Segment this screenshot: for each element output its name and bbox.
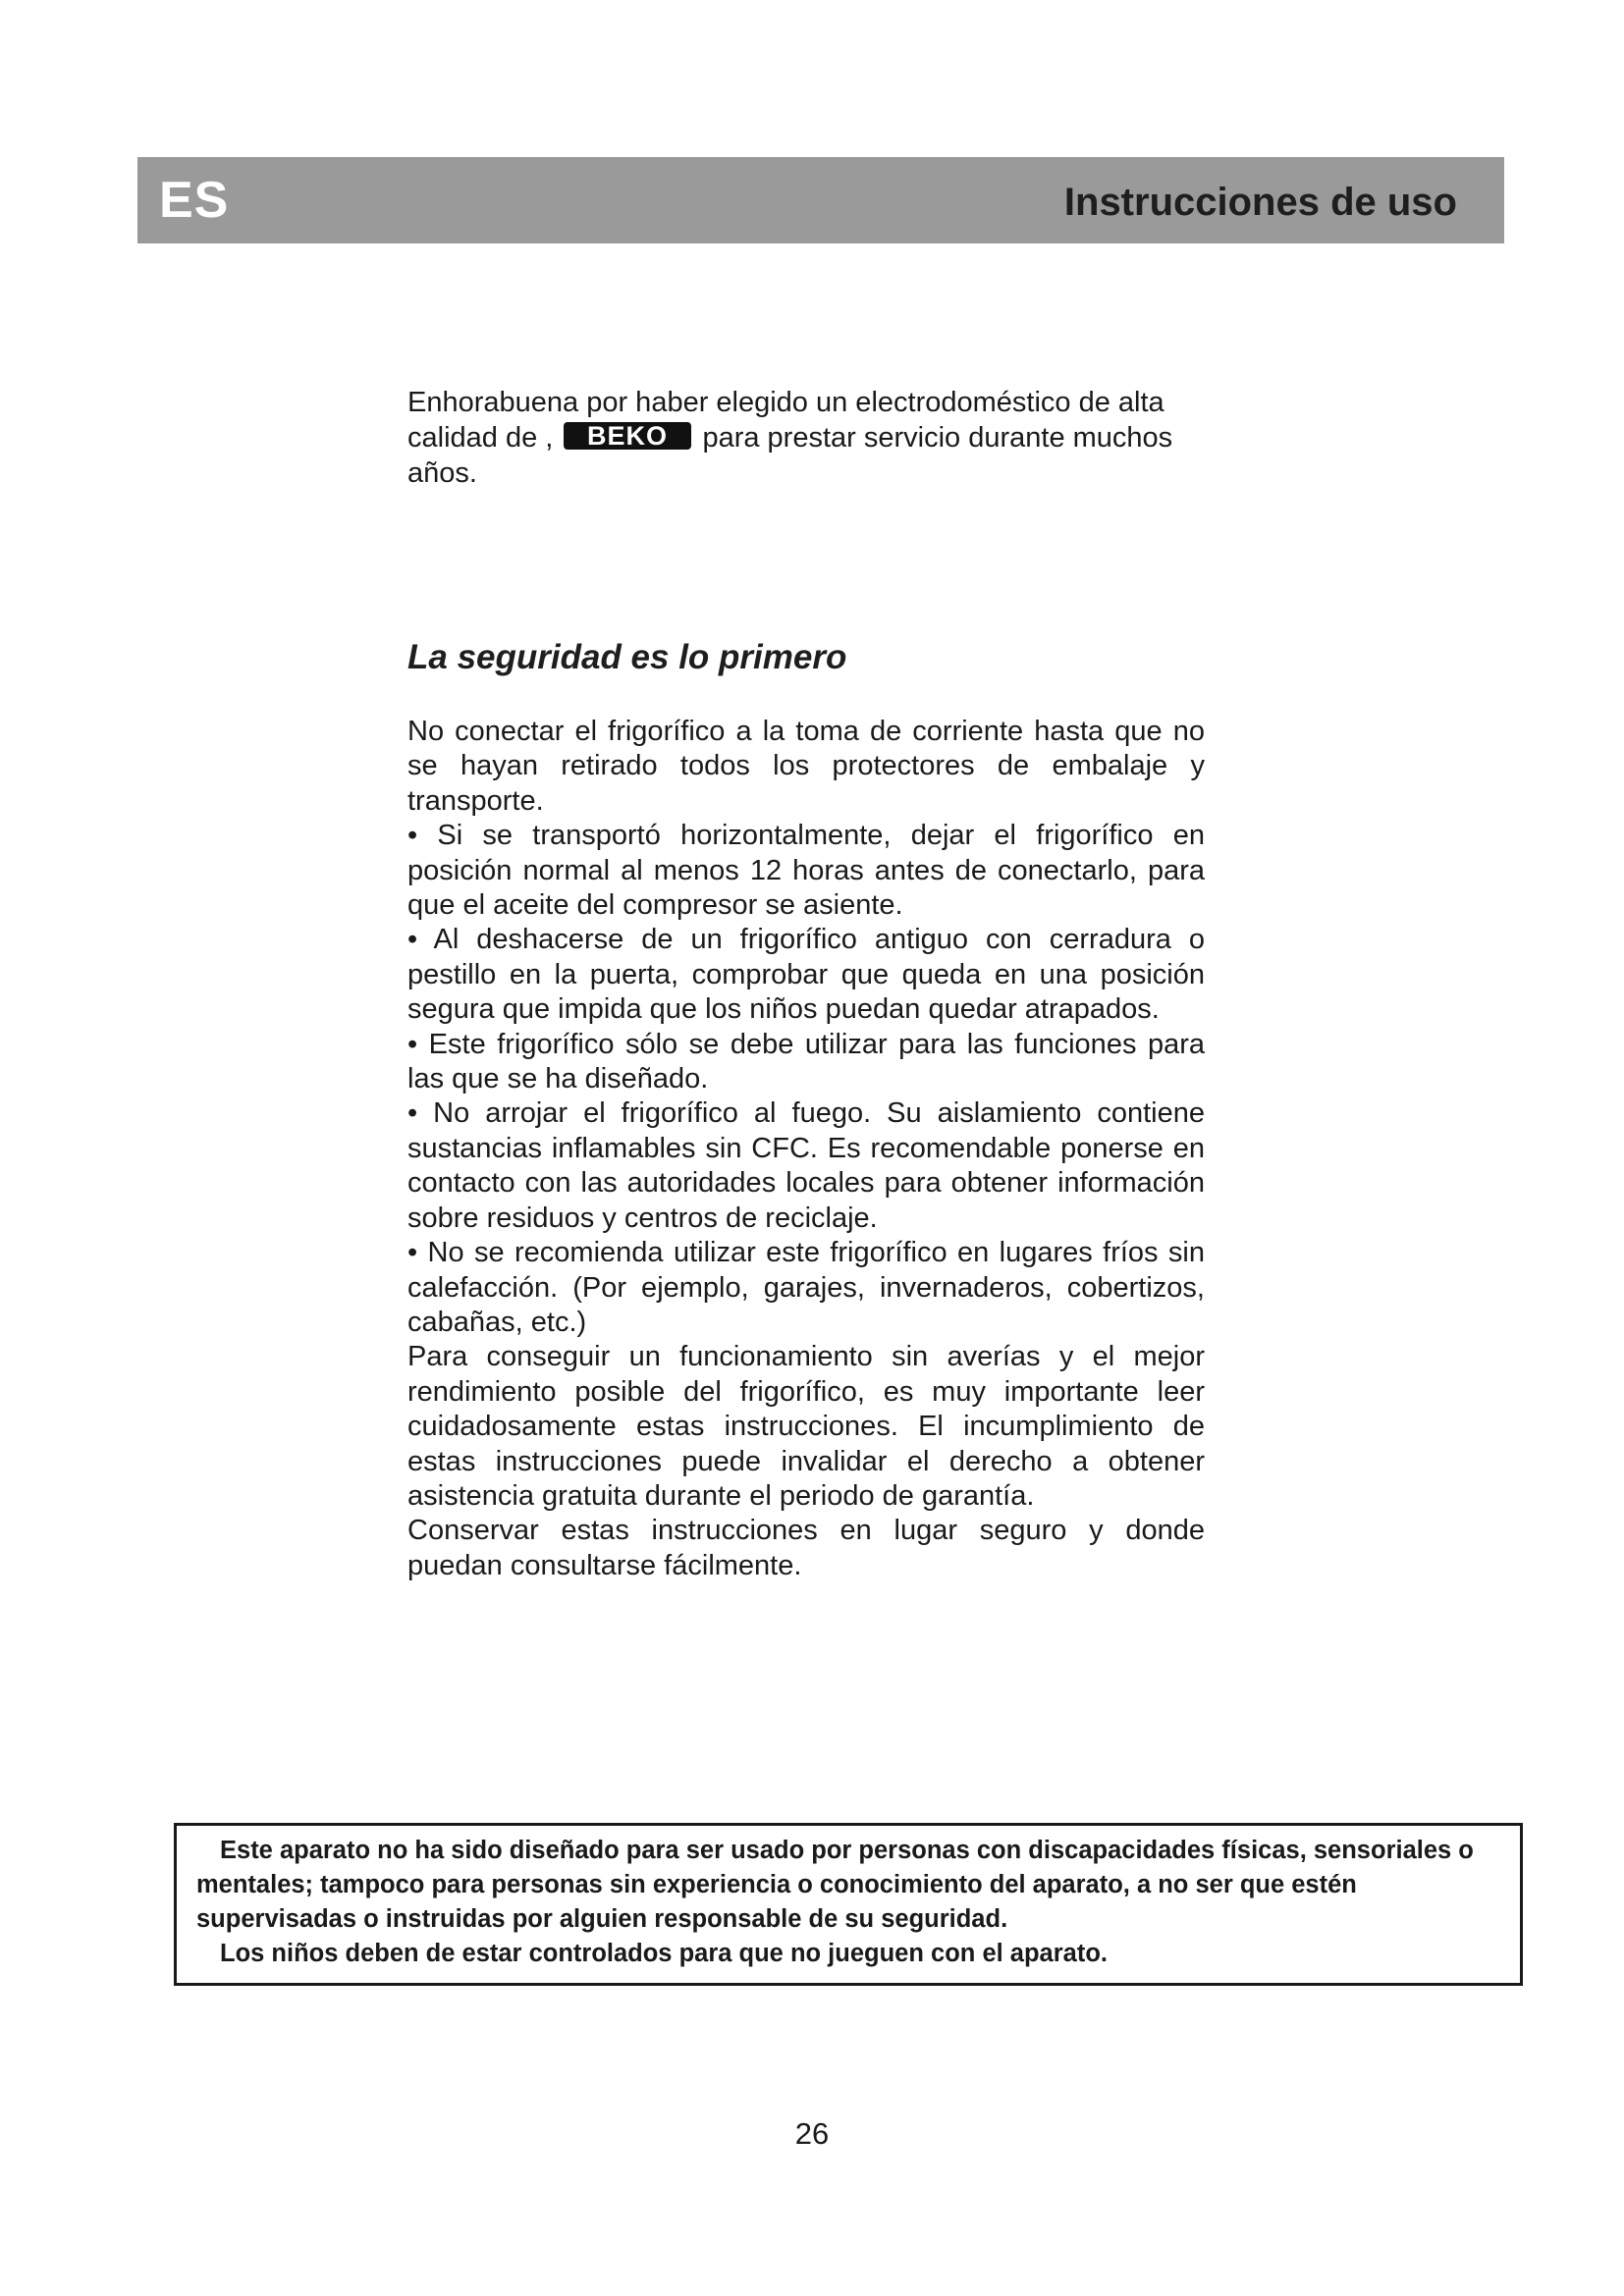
safety-paragraph: No conectar el frigorífico a la toma de corriente hasta que no se hayan retirado todos los protectores de embalaje y transporte.: [407, 716, 1205, 817]
safety-bullet-old-fridge: • Al deshacerse de un frigorífico antiguo con cerradura o pestillo en la puerta, comprobar que queda en una posición segura que impida que los niños puedan quedar atrapados.: [407, 924, 1205, 1026]
intro-paragraph: [407, 385, 1193, 491]
safety-paragraph-instructions: Para conseguir un funcionamiento sin averías y el mejor rendimiento posible del frigorífico, es muy importante leer cuidadosamente estas instrucciones. El incumplimiento de estas instrucciones puede invalidar el derecho a obtener asistencia gratuita durante el periodo de garantía.: [407, 1341, 1205, 1512]
svg-text:BEKO: BEKO: [587, 421, 669, 451]
intro-text-before-logo: Enhorabuena por haber elegido un electrodoméstico de alta calidad de ,: [407, 387, 1164, 454]
language-code: ES: [159, 172, 230, 229]
warning-notice-box: [174, 1823, 1523, 1986]
section-title-safety: La seguridad es lo primero: [407, 638, 847, 676]
notice-children-text: Los niños deben de estar controlados para que no jueguen con el aparato.: [220, 1940, 1108, 1967]
safety-bullet-fire: • No arrojar el frigorífico al fuego. Su aislamiento contiene sustancias inflamables sin CFC. Es recomendable ponerse en contacto con las autoridades locales para obtener información sobre residuos y centros de reciclaje.: [407, 1097, 1205, 1234]
header-title: Instrucciones de uso: [1063, 181, 1457, 224]
safety-paragraph-keep: Conservar estas instrucciones en lugar seguro y donde puedan consultarse fácilmente.: [407, 1515, 1205, 1581]
safety-bullet-usage: • Este frigorífico sólo se debe utilizar para las funciones para las que se ha diseñado.: [407, 1028, 1205, 1095]
safety-bullet-transport: • Si se transportó horizontalmente, dejar el frigorífico en posición normal al menos 12 horas antes de conectarlo, para que el aceite del compresor se asiente.: [407, 820, 1205, 922]
page-header-bar: [137, 157, 1504, 243]
safety-body: [407, 715, 1205, 1583]
safety-bullet-cold-places: • No se recomienda utilizar este frigorífico en lugares fríos sin calefacción. (Por ejemplo, garajes, invernaderos, cobertizos, cabañas, etc.): [407, 1237, 1205, 1338]
page-number: 26: [794, 2116, 830, 2151]
intro-text-after-logo: para prestar servicio durante muchos años.: [407, 422, 1173, 489]
notice-main-text: Este aparato no ha sido diseñado para ser usado por personas con discapacidades físicas, sensoriales o mentales; tampoco para personas sin experiencia o conocimiento del aparato, a no ser que estén supervisadas o instruidas por alguien responsable de su seguridad.: [196, 1837, 1474, 1933]
beko-logo: [563, 421, 692, 451]
